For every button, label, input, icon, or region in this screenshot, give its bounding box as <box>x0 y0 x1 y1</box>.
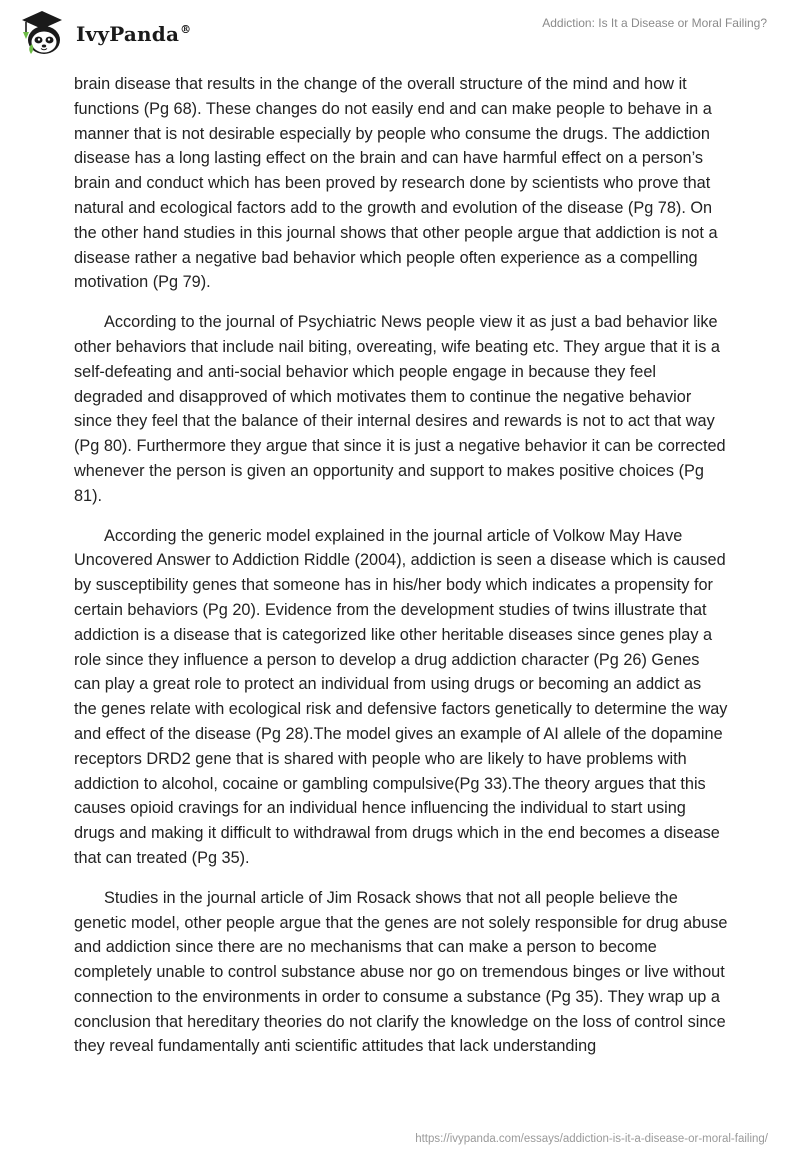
document-title: Addiction: Is It a Disease or Moral Failing? <box>542 16 767 30</box>
source-url[interactable]: https://ivypanda.com/essays/addiction-is-it-a-disease-or-moral-failing/ <box>415 1133 768 1145</box>
brand-name <box>76 22 191 46</box>
panda-graduate-icon <box>14 8 70 58</box>
paragraph-2: According to the journal of Psychiatric News people view it as just a bad behavior like other behaviors that include nail biting, overeating, wife beating etc. They argue that it is a self-defeating and anti-social behavior which people engage in because they feel degraded and disapproved of which motivates them to continue the negative behavior since they feel that the balance of their internal desires and rewards is not to act that way (Pg 80). Furthermore they argue that since it is just a negative behavior it can be corrected whenever the person is given an opportunity and support to makes positive choices (Pg 81). <box>74 313 726 505</box>
page-header <box>0 0 800 70</box>
registered-mark: ® <box>180 23 192 37</box>
paragraph-1: brain disease that results in the change of the overall structure of the mind and how it functions (Pg 68). These changes do not easily end and can make people to behave in a manner that is not desirable especially by people who consume the drugs. The addiction disease has a long lasting effect on the brain and can have harmful effect on a person’s brain and conduct which has been proved by research done by scientists who prove that natural and ecological factors add to the growth and evolution of the disease (Pg 78). On the other hand studies in this journal shows that other people argue that addiction is not a disease rather a negative bad behavior which people often experience as a compelling motivation (Pg 79). <box>74 75 718 292</box>
brand-text: IvyPanda <box>76 22 180 46</box>
ivypanda-logo[interactable] <box>14 8 191 58</box>
paragraph-4: Studies in the journal article of Jim Rosack shows that not all people believe the genetic model, other people argue that the genes are not solely responsible for drug abuse and addiction since there are no mechanisms that can make a person to become completely unable to control substance abuse nor go on tremendous binges or live without connection to the environments in order to consume a substance (Pg 35). They wrap up a conclusion that hereditary theories do not clarify the knowledge on the loss of control since they reveal fundamentally anti scientific attitudes that lack understanding <box>74 888 728 1056</box>
essay-body <box>74 72 728 1074</box>
paragraph-3: According the generic model explained in the journal article of Volkow May Have Uncovered Answer to Addiction Riddle (2004), addiction is seen a disease which is caused by susceptibility genes that someone has in his/her body which indicates a propensity for certain behaviors (Pg 20). Evidence from the development studies of twins illustrate that addiction is a disease that is categorized like other heritable diseases since genes play a role since they influence a person to develop a drug addiction character (Pg 26) Genes can play a great role to protect an individual from using drugs or becoming an addict as the genes relate with ecological risk and defensive factors genetically to determine the way and effect of the disease (Pg 28).The model gives an example of AI allele of the dopamine receptors DRD2 gene that is shared with people who are likely to have problems with addiction to alcohol, cocaine or gambling compulsive(Pg 33).The theory argues that this causes opioid cravings for an individual hence influencing the individual to start using drugs and making it difficult to withdrawal from drugs which in the end becomes a disease that can treated (Pg 35). <box>74 526 728 867</box>
